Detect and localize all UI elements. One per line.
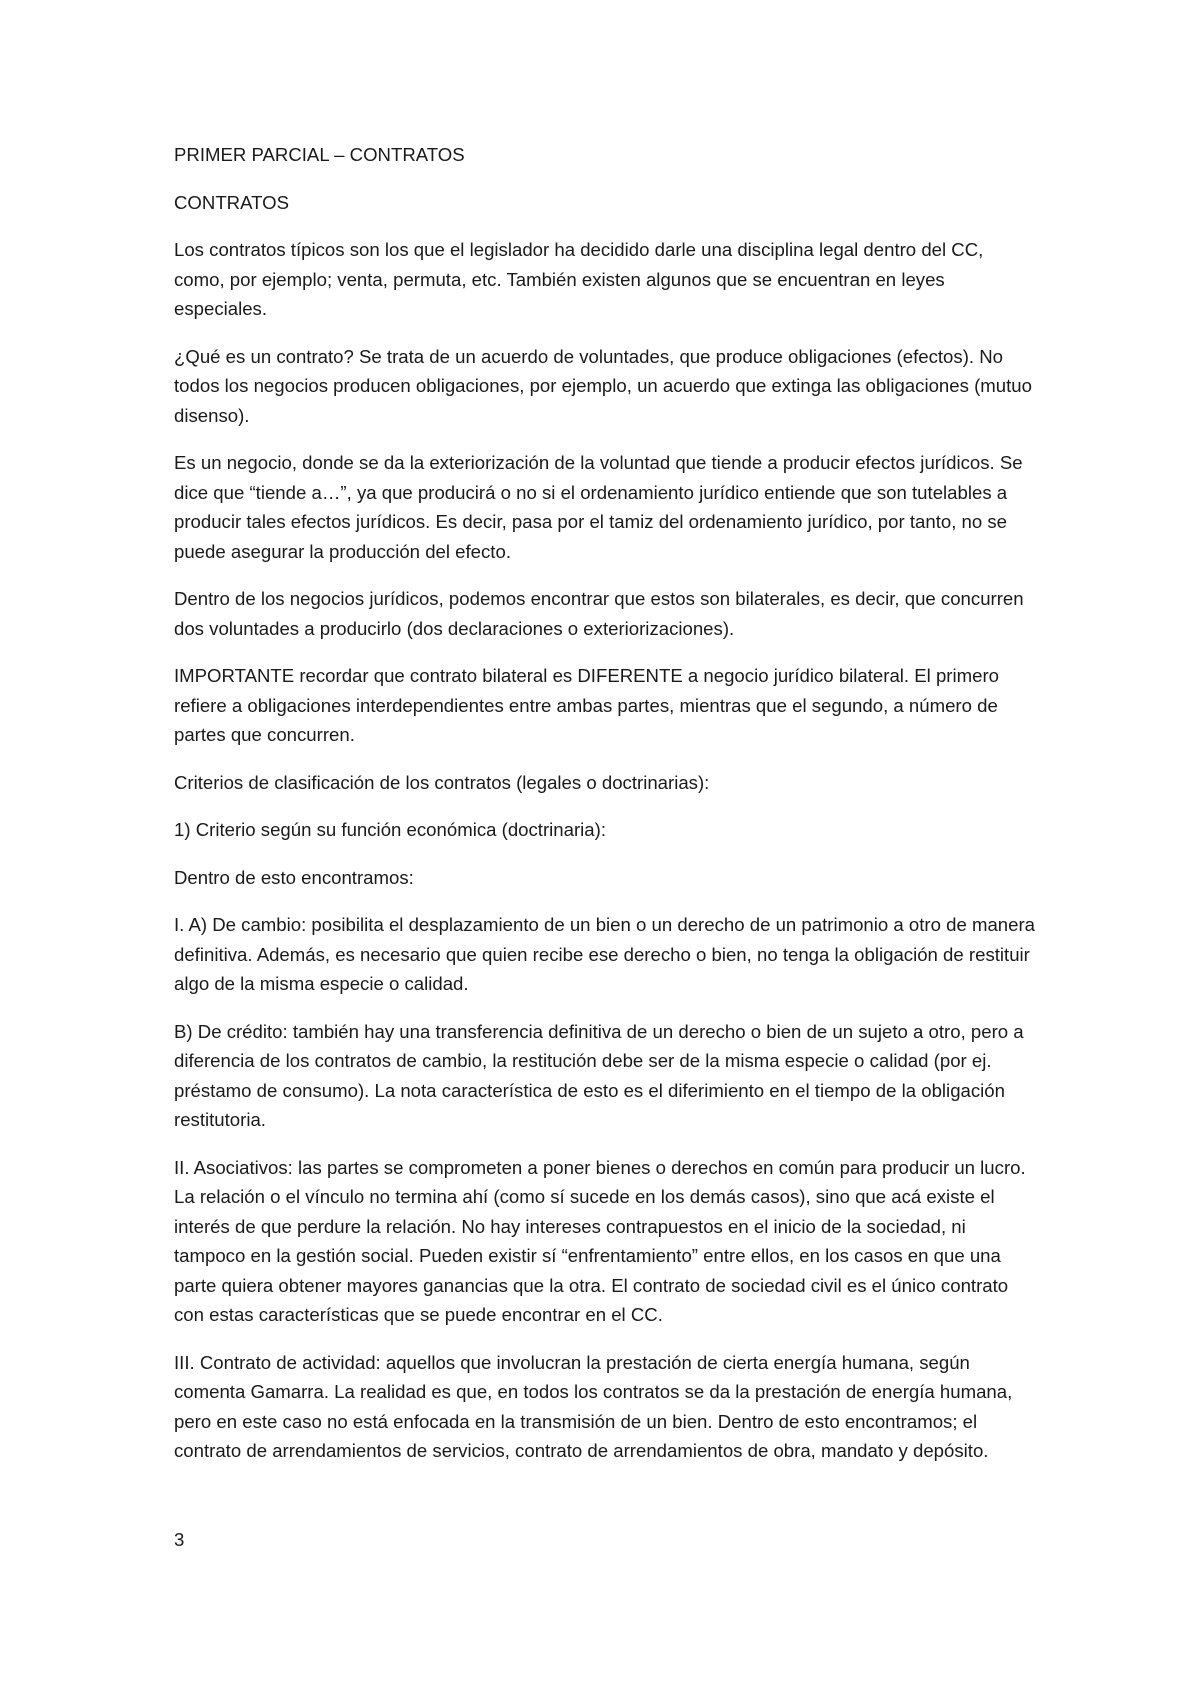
section-title: CONTRATOS [174,191,290,213]
paragraph-de-cambio: I. A) De cambio: posibilita el desplazamiento de un bien o un derecho de un patrimonio a otro de manera definitiva. Además, es necesario que quien recibe ese derecho o bien, no tenga la obligación de restituir algo de la misma especie o calidad. [174,914,1036,994]
paragraph-actividad: III. Contrato de actividad: aquellos que involucran la prestación de cierta energía humana, según comenta Gamarra. La realidad es que, en todos los contratos se da la prestación de energía humana, pero en este caso no está enfocada en la transmisión de un bien. Dentro de esto encontramos; el contrato de arrendamientos de servicios, contrato de arrendamientos de obra, mandato y depósito. [174,1351,1013,1461]
paragraph-que-es-contrato: ¿Qué es un contrato? Se trata de un acuerdo de voluntades, que produce obligaciones (efectos). No todos los negocios producen obligaciones, por ejemplo, un acuerdo que extinga las obligaciones (mutuo disenso). [174,345,1032,426]
paragraph-contratos-tipicos: Los contratos típicos son los que el legislador ha decidido darle una disciplina legal dentro del CC, como, por ejemplo; venta, permuta, etc. También existen algunos que se encuentran en leyes especiales. [174,239,984,319]
paragraph-asociativos: II. Asociativos: las partes se comprometen a poner bienes o derechos en común para producir un lucro. La relación o el vínculo no termina ahí (como sí sucede en los demás casos), sino que acá existe el interés de que perdure la relación. No hay intereses contrapuestos en el inicio de la sociedad, ni tampoco en la gestión social. Pueden existir sí “enfrentamiento” entre ellos, en los casos en que una parte quiera obtener mayores ganancias que la otra. El contrato de sociedad civil es el único contrato con estas características que se puede encontrar en el CC. [174,1156,1026,1325]
paragraph-dentro-de-esto: Dentro de esto encontramos: [174,866,414,888]
paragraph-negocios-juridicos: Dentro de los negocios jurídicos, podemos encontrar que estos son bilaterales, es decir, que concurren dos voluntades a producirlo (dos declaraciones o exteriorizaciones). [174,588,1024,639]
paragraph-de-credito: B) De crédito: también hay una transferencia definitiva de un derecho o bien de un sujeto a otro, pero a diferencia de los contratos de cambio, la restitución debe ser de la misma especie o calidad (por ej. préstamo de consumo). La nota característica de esto es el diferimiento en el tiempo de la obligación restitutoria. [174,1020,1024,1130]
document-page [174,140,1036,1484]
paragraph-importante: IMPORTANTE recordar que contrato bilateral es DIFERENTE a negocio jurídico bilateral. El primero refiere a obligaciones interdependientes entre ambas partes, mientras que el segundo, a número de partes que concurren. [174,665,999,745]
paragraph-criterio-funcion: 1) Criterio según su función económica (doctrinaria): [174,819,606,840]
paragraph-criterios: Criterios de clasificación de los contratos (legales o doctrinarias): [174,771,710,793]
page-number: 3 [174,1529,185,1550]
document-header: PRIMER PARCIAL – CONTRATOS [174,144,465,165]
paragraph-negocio: Es un negocio, donde se da la exteriorización de la voluntad que tiende a producir efectos jurídicos. Se dice que “tiende a…”, ya que producirá o no si el ordenamiento jurídico entiende que son tutelables a producir tales efectos jurídicos. Es decir, pasa por el tamiz del ordenamiento jurídico, por tanto, no se puede asegurar la producción del efecto. [174,452,1023,562]
